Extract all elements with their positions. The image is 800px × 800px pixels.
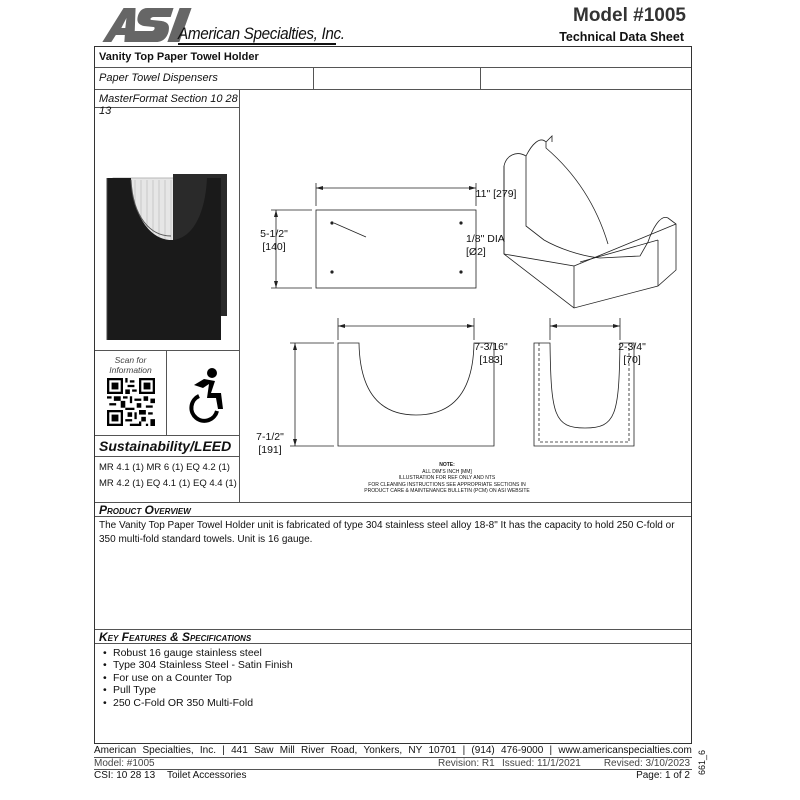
address-part: River — [301, 745, 325, 756]
address-part: American — [94, 745, 137, 756]
note-line: FOR CLEANING INSTRUCTIONS SEE APPROPRIATE SECTIONS IN — [368, 481, 526, 488]
address-part: Road, — [330, 745, 358, 756]
leed-credit: MR 4.1 (1) — [99, 462, 144, 473]
overview-heading: Product Overview — [95, 502, 691, 517]
footer-csi: CSI: 10 28 13 — [94, 770, 156, 781]
features-list — [103, 647, 293, 709]
list-item: • Pull Type — [103, 684, 293, 696]
footer-issued: Issued: 11/1/2021 — [502, 758, 581, 769]
leed-credit: MR 6 (1) — [146, 462, 184, 473]
leed-row-2 — [99, 478, 237, 489]
drawing-note — [322, 462, 572, 495]
accessibility-cell — [167, 351, 240, 436]
category-cell-empty — [314, 68, 481, 89]
address-part: | — [222, 745, 225, 756]
width-dimension: 11" [279] — [475, 188, 517, 200]
address-part: Specialties, — [142, 745, 194, 756]
note-line: ILLUSTRATION FOR REF ONLY AND NTS — [398, 475, 496, 481]
leed-credit: EQ 4.1 (1) — [146, 478, 191, 489]
address-part: 441 — [231, 745, 248, 756]
header-underline — [178, 43, 336, 45]
front-width-in: 7-3/16" — [474, 341, 508, 353]
address-part: 476-9000 — [501, 745, 544, 756]
front-height-in: 7-1/2" — [256, 431, 284, 443]
company-name: American Specialties, Inc. — [178, 24, 345, 43]
hole-dimension — [466, 233, 514, 259]
address-part: (914) — [471, 745, 495, 756]
note-line: PRODUCT CARE & MAINTENANCE BULLETIN (PCM) ON ASI WEBSITE — [364, 488, 530, 494]
category-cell-empty — [481, 68, 692, 89]
masterformat-section: MasterFormat Section 10 28 13 — [95, 90, 239, 108]
front-width-mm: [183] — [479, 354, 503, 366]
footer-revision-row — [94, 758, 692, 770]
side-width-mm: [70] — [623, 354, 641, 366]
list-item: • Type 304 Stainless Steel - Satin Finish — [103, 659, 293, 671]
drawing-lines — [240, 90, 692, 503]
document-code: 661_6 — [697, 749, 707, 775]
footer-csi-row — [94, 770, 692, 782]
side-width-dimension — [612, 341, 652, 367]
front-width-dimension — [466, 341, 516, 367]
product-name: Vanity Top Paper Towel Holder — [95, 47, 691, 68]
qr-code-cell — [95, 351, 167, 436]
address-part: | — [462, 745, 466, 756]
model-number: Model #1005 — [573, 5, 686, 26]
address-part: Saw — [254, 745, 274, 756]
product-category: Paper Towel Dispensers — [95, 68, 314, 89]
leed-row-1 — [99, 462, 230, 473]
left-column — [95, 90, 240, 503]
note-line: ALL DIM'S INCH [MM] — [422, 468, 472, 475]
hole-dimension-in: 1/8" DIA — [466, 233, 505, 245]
height-dimension-mm: [140] — [262, 241, 286, 253]
side-width-in: 2-3/4" — [618, 341, 646, 353]
footer-page: Page: 1 of 2 — [636, 770, 690, 781]
leed-credit: EQ 4.2 (1) — [186, 462, 230, 473]
list-item: • Robust 16 gauge stainless steel — [103, 647, 293, 659]
footer-revised: Revised: 3/10/2023 — [603, 758, 690, 769]
address-part: Yonkers, — [363, 745, 403, 756]
front-height-dimension — [246, 431, 294, 457]
scan-label: Scan for Information — [109, 355, 152, 375]
sheet-type: Technical Data Sheet — [559, 30, 684, 44]
height-dimension — [250, 228, 298, 254]
overview-text: The Vanity Top Paper Towel Holder unit is fabricated of type 304 stainless steel alloy 18-8" It has the capacity to hold 250 C-fold or 350 multi-fold standard towels. Unit is 16 gauge. — [99, 520, 675, 545]
towel-holder-photo — [95, 108, 240, 351]
leed-credit: EQ 4.4 (1) — [192, 478, 237, 489]
datasheet-frame — [94, 46, 692, 744]
list-item: • 250 C-Fold OR 350 Multi-Fold — [103, 697, 293, 709]
product-photo — [95, 108, 239, 351]
footer-revision: Revision: R1 — [438, 758, 495, 769]
address-part: | — [549, 745, 553, 756]
address-part: 10701 — [428, 745, 457, 756]
list-item: • For use on a Counter Top — [103, 672, 293, 684]
leed-credit: MR 4.2 (1) — [99, 478, 144, 489]
note-title: NOTE: — [439, 462, 455, 468]
height-dimension-in: 5-1/2" — [260, 228, 288, 240]
technical-drawing — [240, 90, 692, 503]
sustainability-heading: Sustainability/LEED — [95, 436, 239, 457]
address-part: NY — [408, 745, 423, 756]
address-part: Mill — [279, 745, 295, 756]
features-heading: Key Features & Specifications — [95, 629, 691, 644]
category-row — [95, 68, 691, 90]
website-link[interactable]: www.americanspecialties.com — [558, 745, 692, 756]
footer-address — [94, 745, 692, 758]
front-height-mm: [191] — [258, 444, 282, 456]
accessibility-icon — [167, 351, 240, 436]
hole-dimension-mm: [Ø2] — [466, 246, 486, 258]
footer-division: Toilet Accessories — [167, 770, 247, 781]
address-part: Inc. — [199, 745, 217, 756]
footer-model: Model: #1005 — [94, 758, 155, 769]
footer — [94, 745, 692, 782]
qr-code-icon[interactable] — [107, 378, 155, 426]
